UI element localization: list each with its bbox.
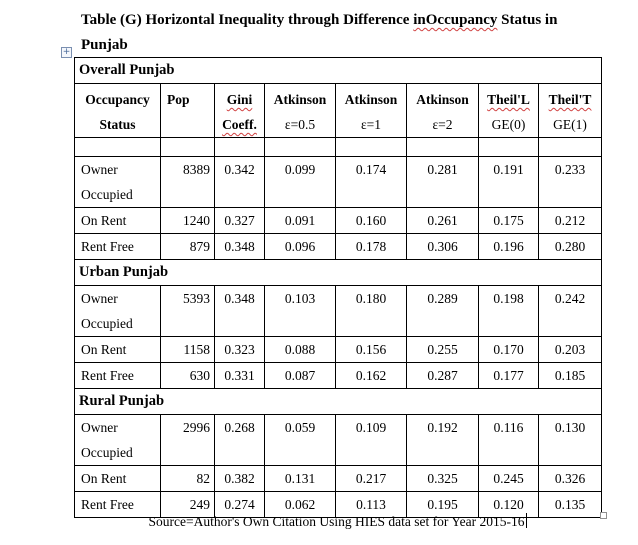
pop-cell: 1158 (161, 337, 215, 363)
spacer-cell (336, 138, 407, 157)
status-line2: Occupied (81, 187, 133, 202)
header-atkinson-1 (336, 84, 407, 138)
atk1-cell: 0.162 (336, 363, 407, 389)
status-line1: Rent Free (81, 239, 134, 254)
table-row (75, 337, 602, 363)
spacer-cell (539, 138, 602, 157)
inequality-table (74, 57, 602, 518)
occupancy-status-cell (75, 208, 161, 234)
header-gini: Gini Coeff. (215, 84, 265, 138)
spacer-cell (407, 138, 479, 157)
header-occupancy-status: Occupancy Status (75, 84, 161, 138)
atk2-cell: 0.195 (407, 492, 479, 518)
theil-l-cell: 0.120 (479, 492, 539, 518)
atk1-cell: 0.178 (336, 234, 407, 260)
section-row (75, 260, 602, 286)
source-text: Source=Author's Own Citation Using HIES data set for Year 2015-16 (148, 514, 525, 529)
pop-cell: 5393 (161, 286, 215, 337)
atk1-cell: 0.180 (336, 286, 407, 337)
title-misspelled-word[interactable]: inOccupancy (413, 12, 498, 28)
section-title: Urban Punjab (75, 260, 602, 286)
status-line1: On Rent (81, 471, 127, 486)
gini-cell: 0.342 (215, 157, 265, 208)
header-atkinson-1-line1: Atkinson (344, 92, 398, 107)
table-title (81, 8, 601, 58)
atk2-cell: 0.261 (407, 208, 479, 234)
gini-cell: 0.348 (215, 286, 265, 337)
atk1-cell: 0.217 (336, 466, 407, 492)
spacer-cell (215, 138, 265, 157)
atk1-cell: 0.174 (336, 157, 407, 208)
header-spacer-row (75, 138, 602, 157)
section-title: Overall Punjab (75, 58, 602, 84)
header-atkinson-05-line1: Atkinson (273, 92, 327, 107)
pop-cell: 2996 (161, 415, 215, 466)
occupancy-status-cell (75, 363, 161, 389)
atk05-cell: 0.099 (265, 157, 336, 208)
theil-l-cell: 0.177 (479, 363, 539, 389)
gini-cell: 0.323 (215, 337, 265, 363)
atk05-cell: 0.087 (265, 363, 336, 389)
atk05-cell: 0.091 (265, 208, 336, 234)
theil-l-cell: 0.170 (479, 337, 539, 363)
table-body (75, 58, 602, 518)
theil-t-cell: 0.326 (539, 466, 602, 492)
gini-cell: 0.268 (215, 415, 265, 466)
status-line2: Occupied (81, 316, 133, 331)
atk1-cell: 0.160 (336, 208, 407, 234)
atk05-cell: 0.059 (265, 415, 336, 466)
theil-l-cell: 0.191 (479, 157, 539, 208)
occupancy-status-cell (75, 415, 161, 466)
occupancy-status-cell (75, 286, 161, 337)
gini-cell: 0.327 (215, 208, 265, 234)
theil-t-cell: 0.242 (539, 286, 602, 337)
theil-l-cell: 0.175 (479, 208, 539, 234)
theil-t-cell: 0.280 (539, 234, 602, 260)
header-atkinson-05-line2: ε=0.5 (284, 117, 316, 132)
header-pop: Pop (161, 84, 215, 138)
atk05-cell: 0.096 (265, 234, 336, 260)
atk2-cell: 0.287 (407, 363, 479, 389)
pop-cell: 249 (161, 492, 215, 518)
header-atkinson-1-line2: ε=1 (360, 117, 382, 132)
status-line1: Rent Free (81, 368, 134, 383)
theil-l-cell: 0.198 (479, 286, 539, 337)
table-move-handle-icon[interactable]: + (62, 47, 71, 57)
section-row (75, 389, 602, 415)
header-atkinson-05 (265, 84, 336, 138)
gini-cell: 0.331 (215, 363, 265, 389)
table-resize-handle-icon[interactable] (600, 512, 607, 519)
atk2-cell: 0.306 (407, 234, 479, 260)
atk1-cell: 0.156 (336, 337, 407, 363)
occupancy-status-cell (75, 466, 161, 492)
theil-l-cell: 0.245 (479, 466, 539, 492)
atk2-cell: 0.289 (407, 286, 479, 337)
status-line1: On Rent (81, 213, 127, 228)
header-theil-t (539, 84, 602, 138)
table-row (75, 208, 602, 234)
header-atkinson-2-line2: ε=2 (432, 117, 453, 132)
gini-cell: 0.274 (215, 492, 265, 518)
header-theil-l (479, 84, 539, 138)
atk05-cell: 0.062 (265, 492, 336, 518)
atk2-cell: 0.281 (407, 157, 479, 208)
occupancy-status-cell (75, 234, 161, 260)
table-row (75, 286, 602, 337)
status-line1: Owner (81, 162, 118, 177)
pop-cell: 630 (161, 363, 215, 389)
theil-t-cell: 0.203 (539, 337, 602, 363)
atk05-cell: 0.103 (265, 286, 336, 337)
occupancy-status-cell (75, 337, 161, 363)
spacer-cell (265, 138, 336, 157)
table-row (75, 466, 602, 492)
source-note (74, 512, 601, 532)
status-line1: Owner (81, 291, 118, 306)
gini-cell: 0.382 (215, 466, 265, 492)
theil-t-cell: 0.130 (539, 415, 602, 466)
atk1-cell: 0.113 (336, 492, 407, 518)
theil-t-cell: 0.233 (539, 157, 602, 208)
atk2-cell: 0.325 (407, 466, 479, 492)
theil-l-cell: 0.116 (479, 415, 539, 466)
header-theil-t-line1: Theil'T (548, 92, 592, 107)
title-text-2: Status in Punjab (81, 12, 558, 53)
theil-l-cell: 0.196 (479, 234, 539, 260)
status-line1: On Rent (81, 342, 127, 357)
pop-cell: 82 (161, 466, 215, 492)
atk1-cell: 0.109 (336, 415, 407, 466)
title-text-1: Table (G) Horizontal Inequality through Difference (81, 12, 414, 28)
table-row (75, 363, 602, 389)
header-theil-t-line2: GE(1) (553, 117, 587, 132)
section-row (75, 58, 602, 84)
status-line2: Occupied (81, 445, 133, 460)
pop-cell: 879 (161, 234, 215, 260)
header-theil-l-line1: Theil'L (487, 92, 530, 107)
section-title: Rural Punjab (75, 389, 602, 415)
theil-t-cell: 0.135 (539, 492, 602, 518)
occupancy-status-cell (75, 157, 161, 208)
atk05-cell: 0.131 (265, 466, 336, 492)
atk05-cell: 0.088 (265, 337, 336, 363)
theil-t-cell: 0.212 (539, 208, 602, 234)
atk2-cell: 0.192 (407, 415, 479, 466)
table-row (75, 415, 602, 466)
status-line1: Owner (81, 420, 118, 435)
theil-t-cell: 0.185 (539, 363, 602, 389)
pop-cell: 8389 (161, 157, 215, 208)
table-row (75, 157, 602, 208)
spacer-cell (479, 138, 539, 157)
gini-cell: 0.348 (215, 234, 265, 260)
spacer-cell (161, 138, 215, 157)
table-row (75, 234, 602, 260)
header-atkinson-2-line1: Atkinson (416, 92, 469, 107)
header-atkinson-2 (407, 84, 479, 138)
header-theil-l-line2: GE(0) (491, 117, 526, 132)
pop-cell: 1240 (161, 208, 215, 234)
spacer-cell (75, 138, 161, 157)
text-cursor (526, 513, 527, 528)
header-row (75, 84, 602, 138)
status-line1: Rent Free (81, 497, 134, 512)
atk2-cell: 0.255 (407, 337, 479, 363)
